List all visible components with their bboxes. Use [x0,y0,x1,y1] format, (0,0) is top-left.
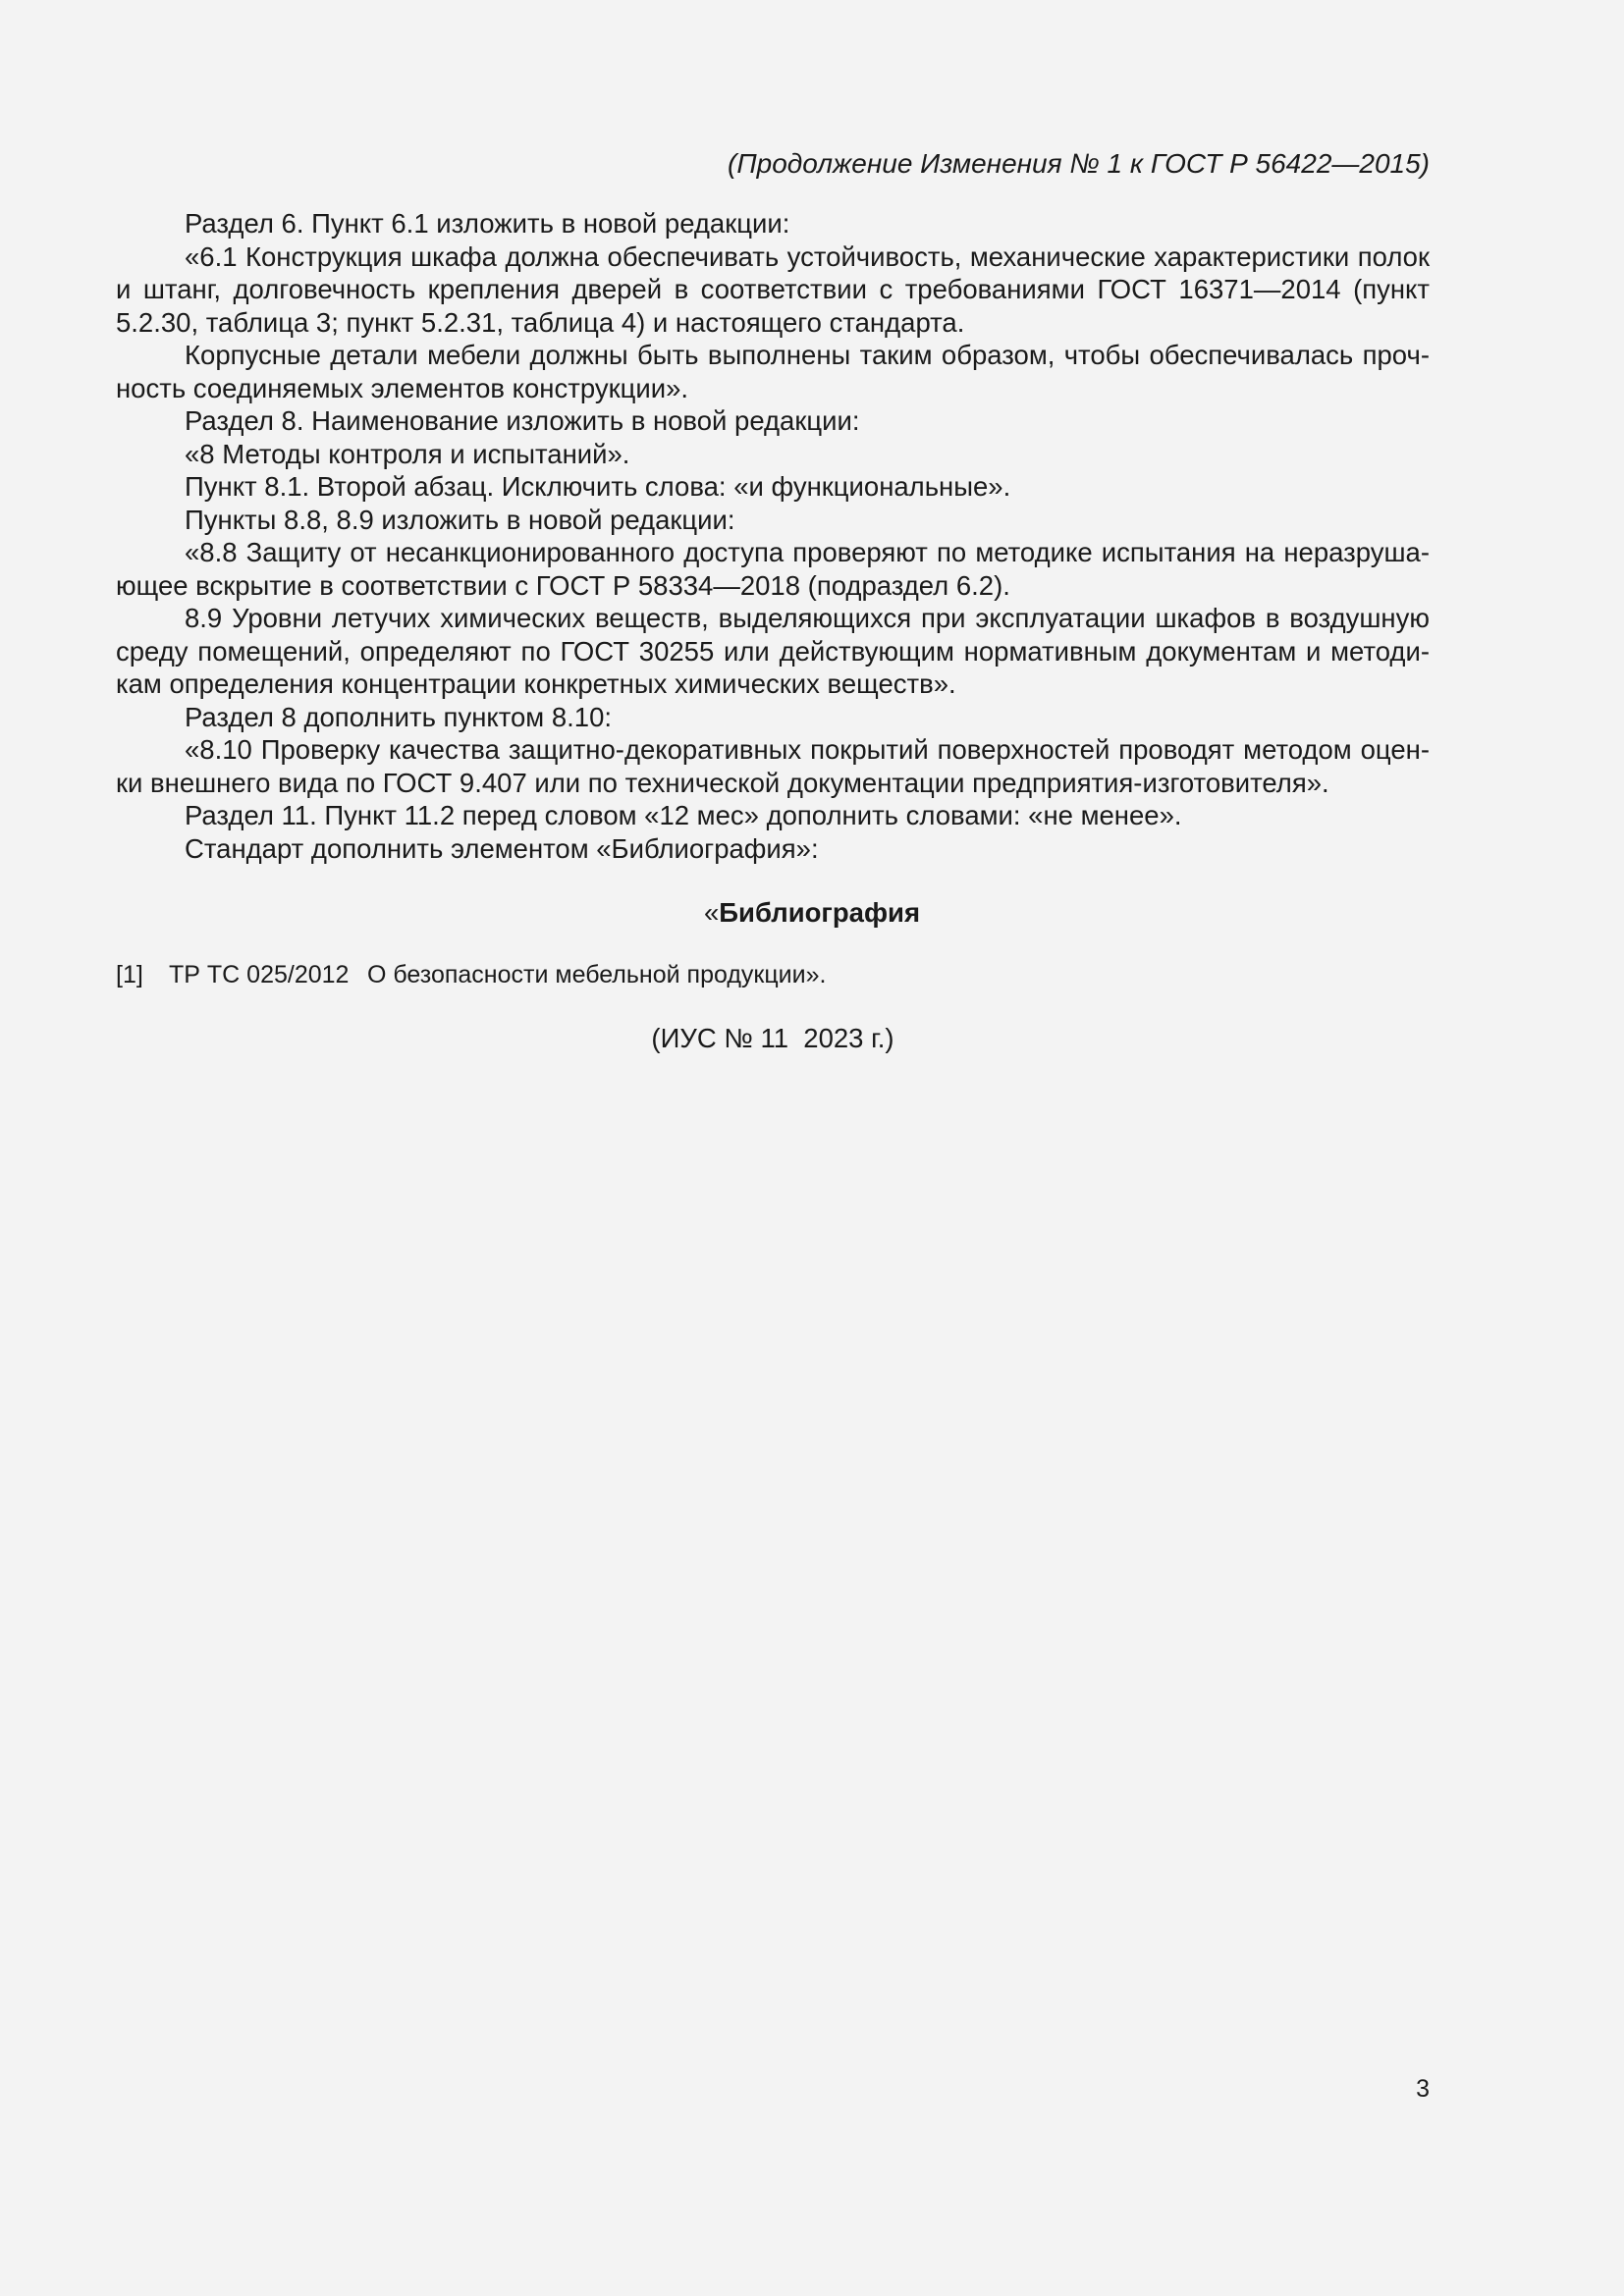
paragraph-8-9: 8.9 Уровни летучих химических веществ, выделяющихся при эксплуатации шкафов в воздушную среду помещений, определяют по ГОСТ 30255 или действующим нормативным документам и методикам определения концентрации конкретных химических веществ». [116,603,1430,699]
bibliography-heading [116,895,1508,931]
bibliography-entry-code: ТР ТС 025/2012 [169,961,350,988]
paragraph-8-8: «8.8 Защиту от несанкционированного доступа проверяют по методике испытания на неразрушающее вскрытие в соответствии с ГОСТ Р 58334—2018 (подраздел 6.2). [116,537,1430,601]
paragraph-6-1: «6.1 Конструкция шкафа должна обеспечивать устойчивость, механические характеристики полок и штанг, долговечность крепления дверей в соответствии с требованиями ГОСТ 16371—2014 (пункт 5.2.30, таблица 3; пункт 5.2.31, таблица 4) и настоящего стандарта. [116,240,1430,338]
bibliography-entry [116,958,1432,991]
paragraph-8-title: «8 Методы контроля и испытаний». [185,438,630,469]
bibliography-open-quote: « [703,897,720,928]
bibliography-entry-title: О безопасности мебельной продукции». [367,961,827,988]
page-number: 3 [1416,2075,1430,2103]
bibliography-entry-number: [1] [116,961,143,988]
paragraph-section-11: Раздел 11. Пункт 11.2 перед словом «12 мес» дополнить словами: «не менее». [185,800,1182,830]
paragraph-8-10: «8.10 Проверку качества защитно-декоративных покрытий поверхностей проводят методом оценки внешнего вида по ГОСТ 9.407 или по технической документации предприятия-изготовителя». [116,734,1430,798]
paragraph-8-8-8-9-intro: Пункты 8.8, 8.9 изложить в новой редакции: [185,504,735,535]
paragraph-section-8: Раздел 8. Наименование изложить в новой редакции: [185,405,860,436]
document-continuation-header: (Продолжение Изменения № 1 к ГОСТ Р 56422—2015) [728,148,1430,179]
paragraph-8-10-intro: Раздел 8 дополнить пунктом 8.10: [185,701,613,732]
paragraph-corpus-details: Корпусные детали мебели должны быть выполнены таким образом, чтобы обеспечивалась прочность соединяемых элементов конструкции». [116,340,1430,403]
bibliography-title: Библиография [719,897,920,928]
amendment-text [116,207,1430,865]
paragraph-section-6: Раздел 6. Пункт 6.1 изложить в новой редакции: [185,208,790,239]
ius-reference: (ИУС № 11 2023 г.) [651,1023,894,1053]
paragraph-8-1: Пункт 8.1. Второй абзац. Исключить слова: «и функциональные». [185,471,1011,502]
paragraph-bibliography-intro: Стандарт дополнить элементом «Библиография»: [185,832,819,864]
